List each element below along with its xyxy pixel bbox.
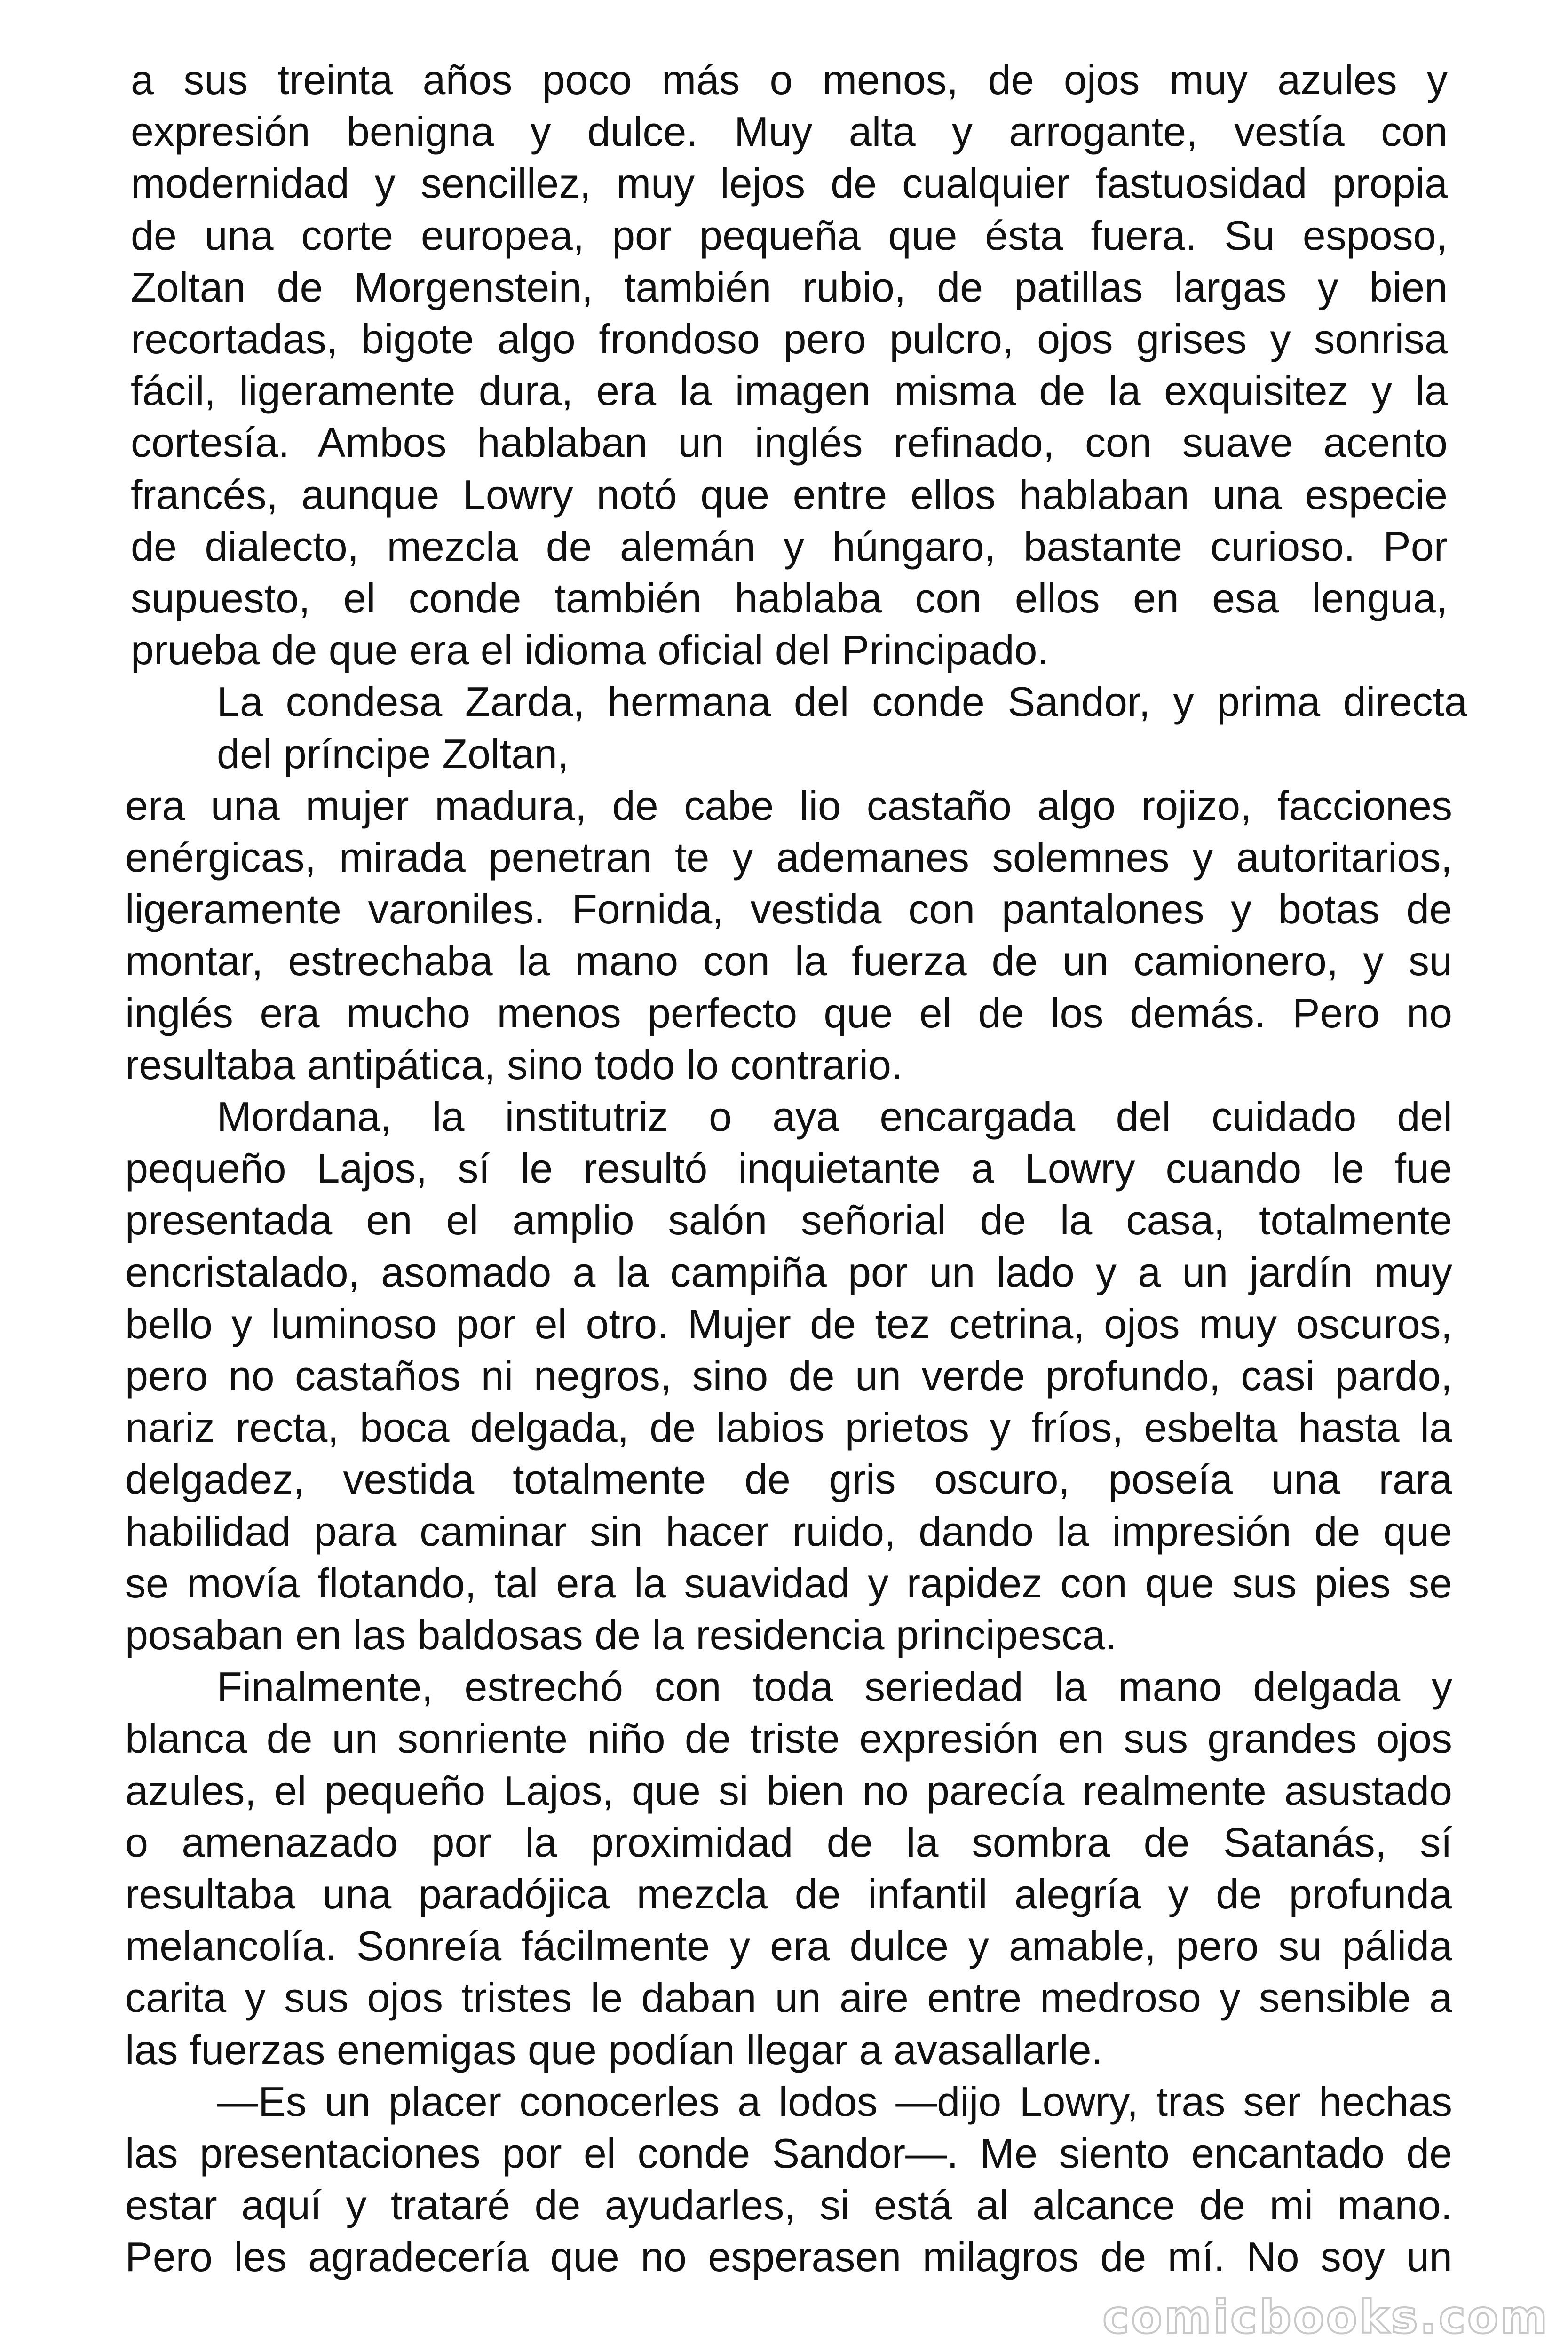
text-line: prueba de que era el idioma oficial del Principado. (131, 627, 1049, 673)
text-line: enérgicas, mirada penetran te y ademanes solemnes y autoritarios, (125, 834, 1452, 881)
text-line: presentada en el amplio salón señorial de la casa, totalmente (125, 1197, 1452, 1243)
text-line: las fuerzas enemigas que podían llegar a avasallarle. (125, 2026, 1103, 2073)
text-line: nariz recta, boca delgada, de labios prietos y fríos, esbelta hasta la (125, 1404, 1452, 1451)
text-line: La condesa Zarda, hermana del conde Sandor, y prima directa (217, 678, 1467, 725)
text-line: expresión benigna y dulce. Muy alta y arrogante, vestía con (131, 108, 1448, 155)
text-line: resultaba antipática, sino todo lo contrario. (125, 1041, 903, 1088)
text-line: cortesía. Ambos hablaban un inglés refinado, con suave acento (131, 419, 1448, 466)
text-line: modernidad y sencillez, muy lejos de cualquier fastuosidad propia (131, 160, 1448, 207)
text-line: habilidad para caminar sin hacer ruido, dando la impresión de que (125, 1508, 1452, 1555)
text-line: supuesto, el conde también hablaba con ellos en esa lengua, (131, 575, 1448, 621)
text-line: azules, el pequeño Lajos, que si bien no parecía realmente asustado (125, 1767, 1452, 1814)
text-line: montar, estrechaba la mano con la fuerza de un camionero, y su (125, 938, 1452, 984)
text-line: resultaba una paradójica mezcla de infantil alegría y de profunda (125, 1871, 1452, 1917)
text-line: del príncipe Zoltan, (217, 731, 569, 777)
text-line: estar aquí y trataré de ayudarles, si está al alcance de mi mano. (125, 2182, 1452, 2228)
text-line: o amenazado por la proximidad de la sombra de Satanás, sí (125, 1819, 1452, 1866)
text-line: melancolía. Sonreía fácilmente y era dulce y amable, pero su pálida (125, 1923, 1452, 1969)
text-line: carita y sus ojos tristes le daban un aire entre medroso y sensible a (125, 1974, 1452, 2021)
text-line: de una corte europea, por pequeña que ésta fuera. Su esposo, (131, 212, 1448, 259)
text-line: fácil, ligeramente dura, era la imagen misma de la exquisitez y la (131, 367, 1448, 414)
text-line: las presentaciones por el conde Sandor—. Me siento encantado de (125, 2130, 1452, 2177)
text-line: Zoltan de Morgenstein, también rubio, de patillas largas y bien (131, 264, 1448, 310)
text-line: —Es un placer conocerles a lodos —dijo Lowry, tras ser hechas (217, 2078, 1452, 2125)
text-line: a sus treinta años poco más o menos, de ojos muy azules y (131, 56, 1448, 103)
text-line: inglés era mucho menos perfecto que el de los demás. Pero no (125, 990, 1452, 1036)
text-line: Finalmente, estrechó con toda seriedad la mano delgada y (217, 1663, 1452, 1710)
text-line: delgadez, vestida totalmente de gris oscuro, poseía una rara (125, 1456, 1452, 1502)
watermark: comicbooks.com (1102, 2291, 1549, 2344)
text-line: recortadas, bigote algo frondoso pero pulcro, ojos grises y sonrisa (131, 316, 1448, 362)
text-line: Pero les agradecería que no esperasen milagros de mí. No soy un (125, 2233, 1452, 2280)
text-line: posaban en las baldosas de la residencia principesca. (125, 1612, 1117, 1658)
text-line: bello y luminoso por el otro. Mujer de tez cetrina, ojos muy oscuros, (125, 1301, 1452, 1347)
text-line: pero no castaños ni negros, sino de un verde profundo, casi pardo, (125, 1352, 1452, 1399)
text-line: Mordana, la institutriz o aya encargada del cuidado del (217, 1093, 1452, 1140)
text-line: francés, aunque Lowry notó que entre ellos hablaban una especie (131, 471, 1448, 518)
text-line: pequeño Lajos, sí le resultó inquietante a Lowry cuando le fue (125, 1145, 1452, 1192)
text-line: ligeramente varoniles. Fornida, vestida con pantalones y botas de (125, 886, 1452, 932)
text-line: se movía flotando, tal era la suavidad y rapidez con que sus pies se (125, 1560, 1452, 1606)
text-line: de dialecto, mezcla de alemán y húngaro, bastante curioso. Por (131, 523, 1448, 570)
text-line: blanca de un sonriente niño de triste expresión en sus grandes ojos (125, 1715, 1452, 1762)
text-line: encristalado, asomado a la campiña por un lado y a un jardín muy (125, 1249, 1452, 1295)
text-line: era una mujer madura, de cabe lio castaño algo rojizo, facciones (125, 782, 1452, 829)
